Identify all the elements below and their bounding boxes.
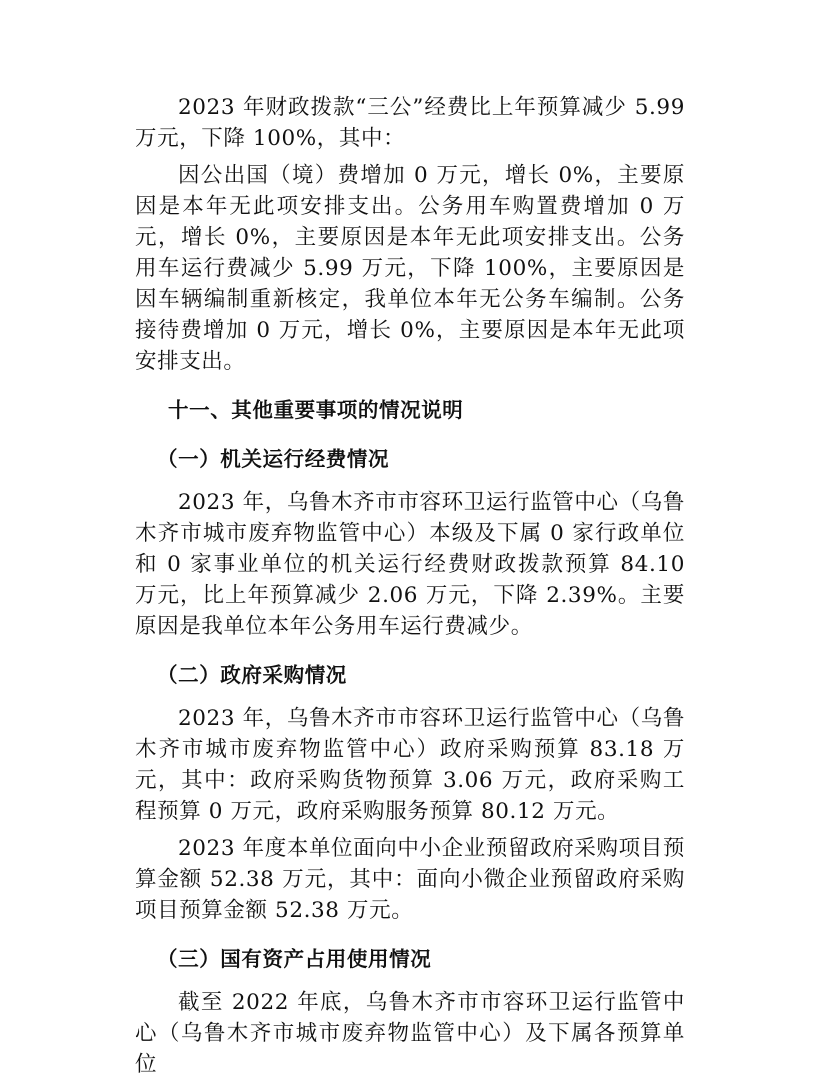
section-heading-other-matters: 十一、其他重要事项的情况说明 [168,398,464,422]
document-body [135,92,685,1086]
paragraph-sme-reservation: 2023 年度本单位面向中小企业预留政府采购项目预算金额 52.38 万元，其中：面向小微企业预留政府采购项目预算金额 52.38 万元。 [135,836,685,923]
subheading-state-assets: （三）国有资产占用使用情况 [157,947,432,971]
paragraph-three-public-funds: 2023 年财政拨款“三公”经费比上年预算减少 5.99 万元，下降 100%，其中： [135,95,685,151]
paragraph-state-assets: 截至 2022 年底，乌鲁木齐市市容环卫运行监管中心（乌鲁木齐市城市废弃物监管中心）及下属各预算单位 [135,990,685,1077]
paragraph-operating-expenses: 2023 年，乌鲁木齐市市容环卫运行监管中心（乌鲁木齐市城市废弃物监管中心）本级及下属 0 家行政单位和 0 家事业单位的机关运行经费财政拨款预算 84.10 万元，比上年预算减少 2.06 万元，下降 2.39%。主要原因是我单位本年公务用车运行费减少。 [135,490,685,639]
paragraph-procurement-budget: 2023 年，乌鲁木齐市市容环卫运行监管中心（乌鲁木齐市城市废弃物监管中心）政府采购预算 83.18 万元，其中：政府采购货物预算 3.06 万元，政府采购工程预算 0 万元，政府采购服务预算 80.12 万元。 [135,706,685,824]
subheading-government-procurement: （二）政府采购情况 [157,663,347,687]
paragraph-three-public-details: 因公出国（境）费增加 0 万元，增长 0%，主要原因是本年无此项安排支出。公务用车购置费增加 0 万元，增长 0%，主要原因是本年无此项安排支出。公务用车运行费减少 5.99 万元，下降 100%，主要原因是因车辆编制重新核定，我单位本年无公务车编制。公务接待费增加 0 万元，增长 0%，主要原因是本年无此项安排支出。 [135,163,685,374]
subheading-operating-expenses: （一）机关运行经费情况 [157,447,390,471]
